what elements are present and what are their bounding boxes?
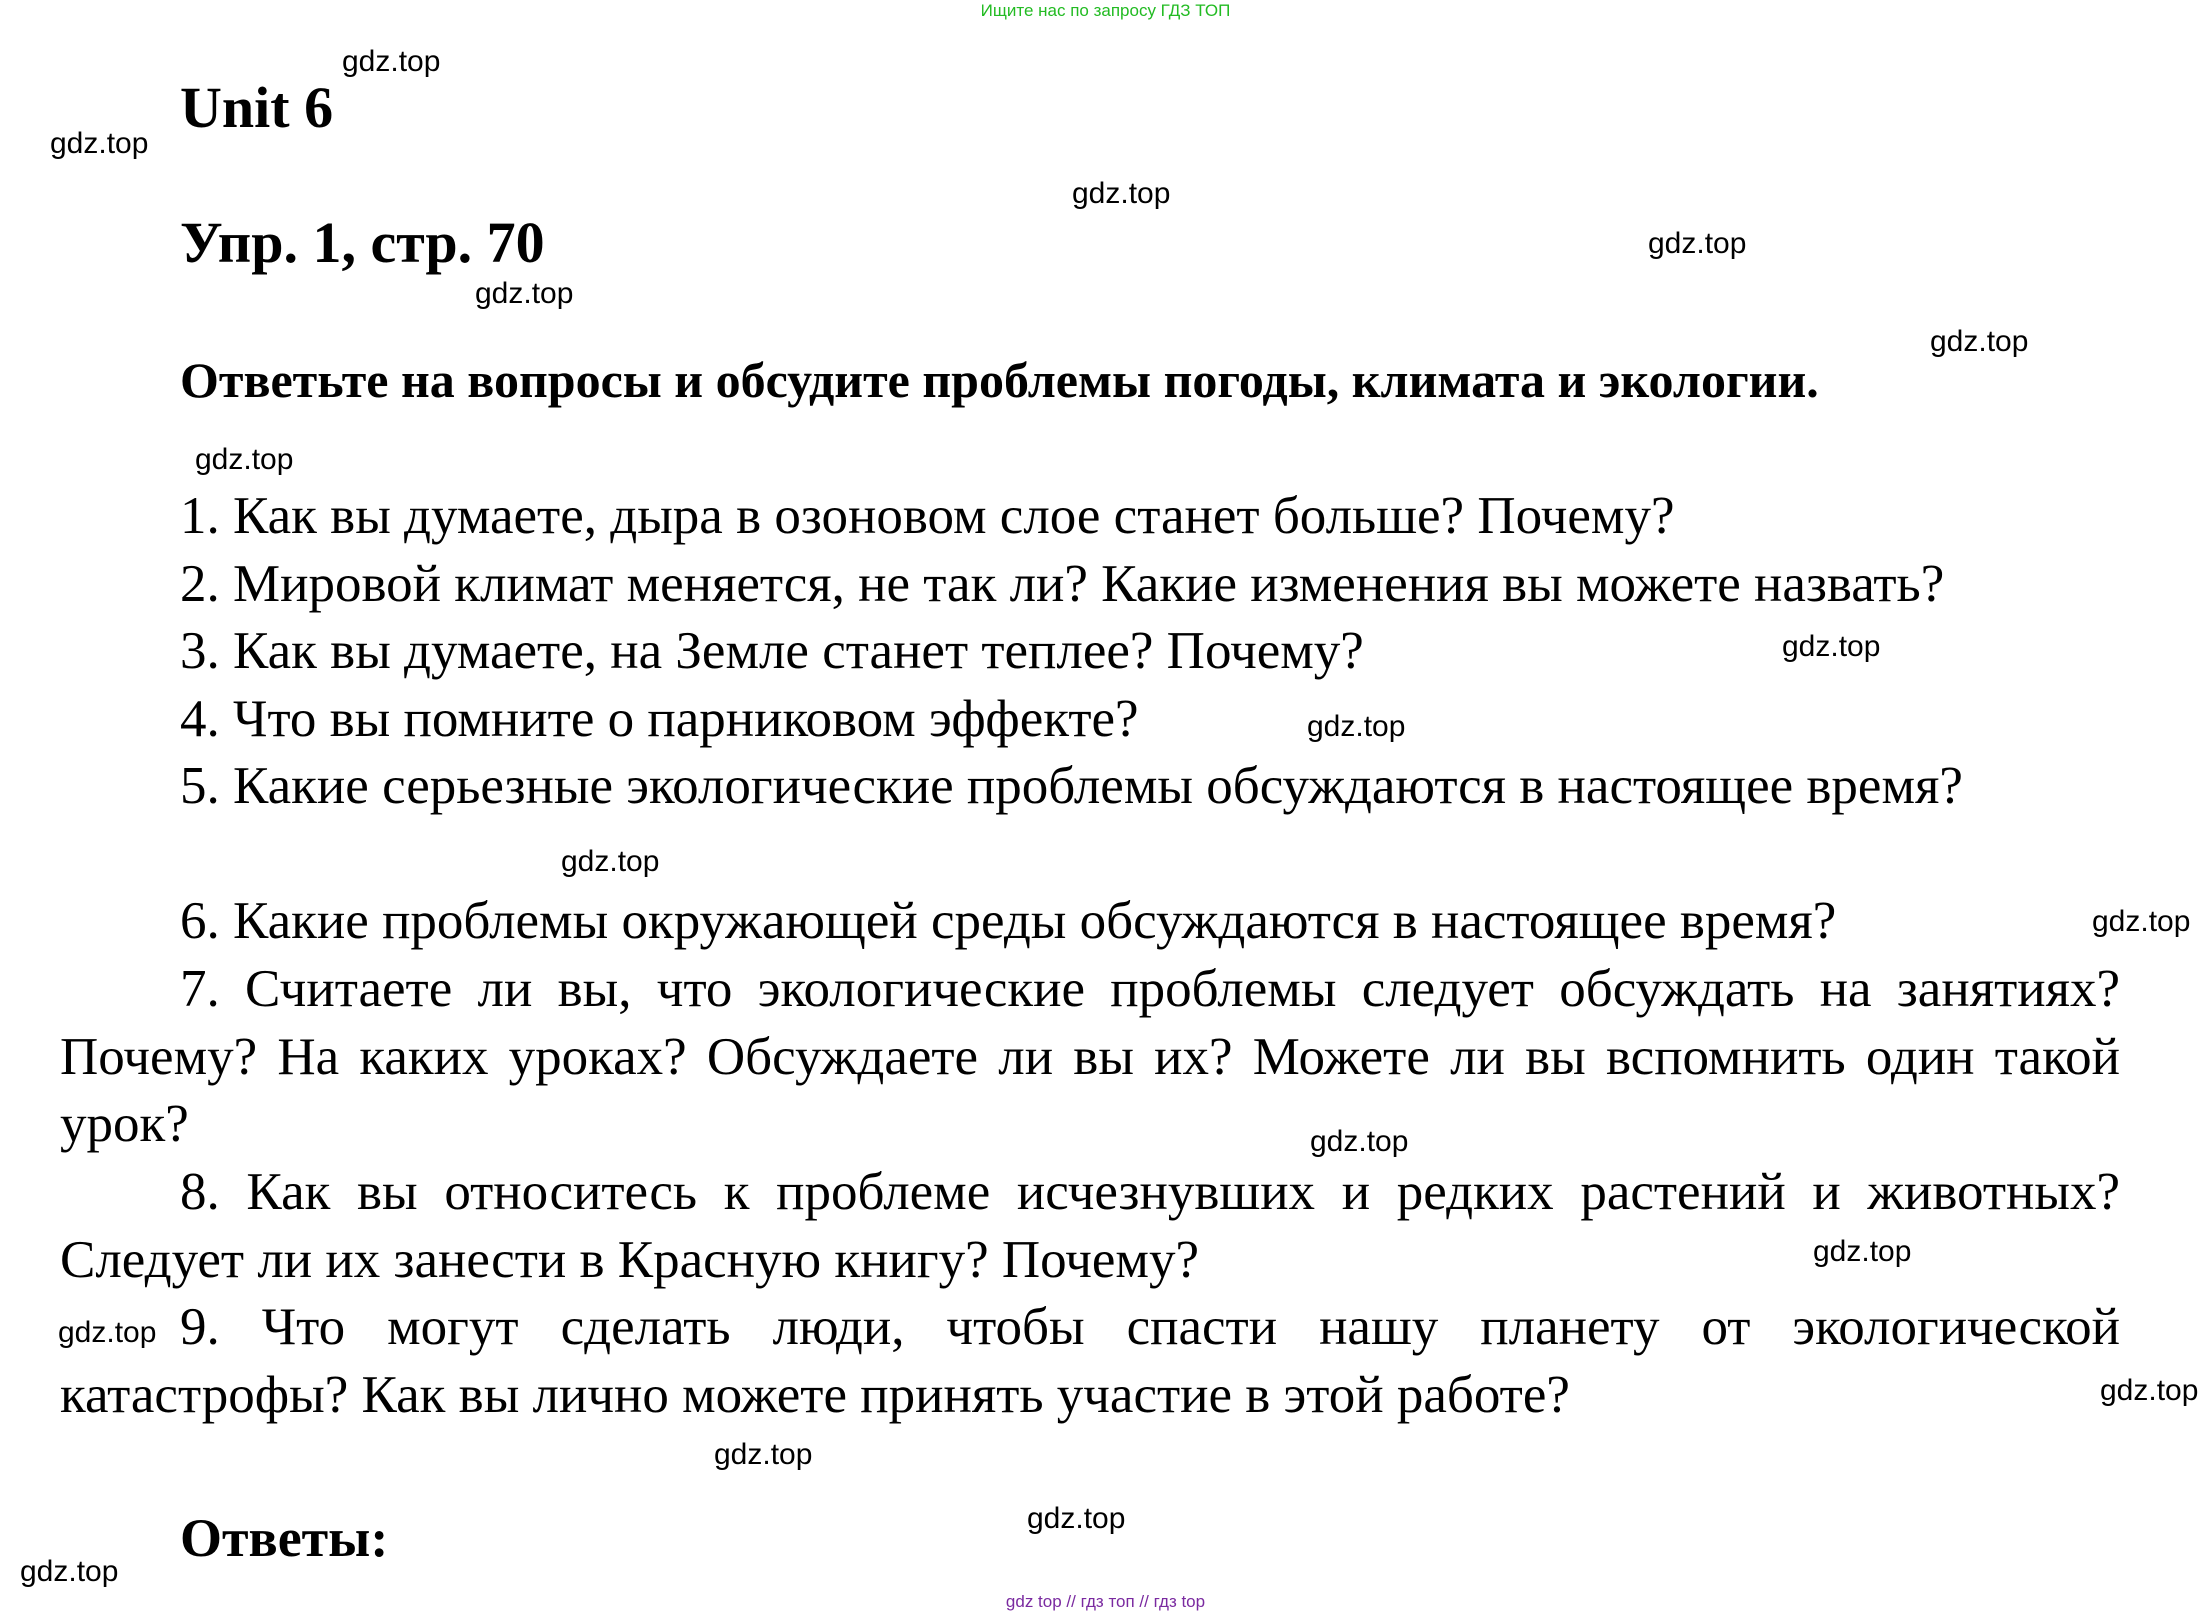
watermark: gdz.top xyxy=(561,845,660,878)
watermark: gdz.top xyxy=(20,1555,119,1588)
watermark: gdz.top xyxy=(2092,905,2191,938)
watermark: gdz.top xyxy=(1027,1502,1126,1535)
top-banner: Ищите нас по запросу ГДЗ ТОП xyxy=(980,1,1231,20)
question-8: 8. Как вы относитесь к проблеме исчезнувших и редких растений и животных? Следует ли их занести в Красную книгу? Почему? xyxy=(60,1163,2120,1289)
question-6: 6. Какие проблемы окружающей среды обсуждаются в настоящее время? xyxy=(180,892,1837,950)
answers-heading: Ответы: xyxy=(180,1508,389,1568)
question-7: 7. Считаете ли вы, что экологические проблемы следует обсуждать на занятиях? Почему? На каких уроках? Обсуждаете ли вы их? Можете ли вы вспомнить один такой урок? xyxy=(60,960,2120,1153)
watermark: gdz.top xyxy=(50,127,149,160)
exercise-title: Упр. 1, стр. 70 xyxy=(180,210,545,275)
watermark: gdz.top xyxy=(1813,1235,1912,1268)
question-4: 4. Что вы помните о парниковом эффекте? xyxy=(180,690,1139,748)
watermark: gdz.top xyxy=(714,1438,813,1471)
question-9: 9. Что могут сделать люди, чтобы спасти нашу планету от экологической катастрофы? Как вы лично можете принять участие в этой работе? xyxy=(60,1298,2120,1424)
watermark: gdz.top xyxy=(475,277,574,310)
task-heading: Ответьте на вопросы и обсудите проблемы погоды, климата и экологии. xyxy=(180,352,1819,408)
watermark: gdz.top xyxy=(1310,1125,1409,1158)
question-3: 3. Как вы думаете, на Земле станет теплее? Почему? xyxy=(180,622,1364,680)
watermark: gdz.top xyxy=(2100,1374,2199,1407)
unit-title: Unit 6 xyxy=(180,75,334,140)
watermark: gdz.top xyxy=(1307,710,1406,743)
bottom-banner: gdz top // гдз топ // гдз top xyxy=(1005,1592,1206,1611)
watermark: gdz.top xyxy=(1072,177,1171,210)
watermark: gdz.top xyxy=(58,1316,157,1349)
watermark: gdz.top xyxy=(1648,227,1747,260)
question-2: 2. Мировой климат меняется, не так ли? Какие изменения вы можете назвать? xyxy=(180,555,1945,613)
watermark: gdz.top xyxy=(1782,630,1881,663)
question-1: 1. Как вы думаете, дыра в озоновом слое станет больше? Почему? xyxy=(180,487,1675,545)
watermark: gdz.top xyxy=(1930,325,2029,358)
watermark: gdz.top xyxy=(342,45,441,78)
watermark: gdz.top xyxy=(195,443,294,476)
question-5: 5. Какие серьезные экологические проблемы обсуждаются в настоящее время? xyxy=(180,757,1963,815)
